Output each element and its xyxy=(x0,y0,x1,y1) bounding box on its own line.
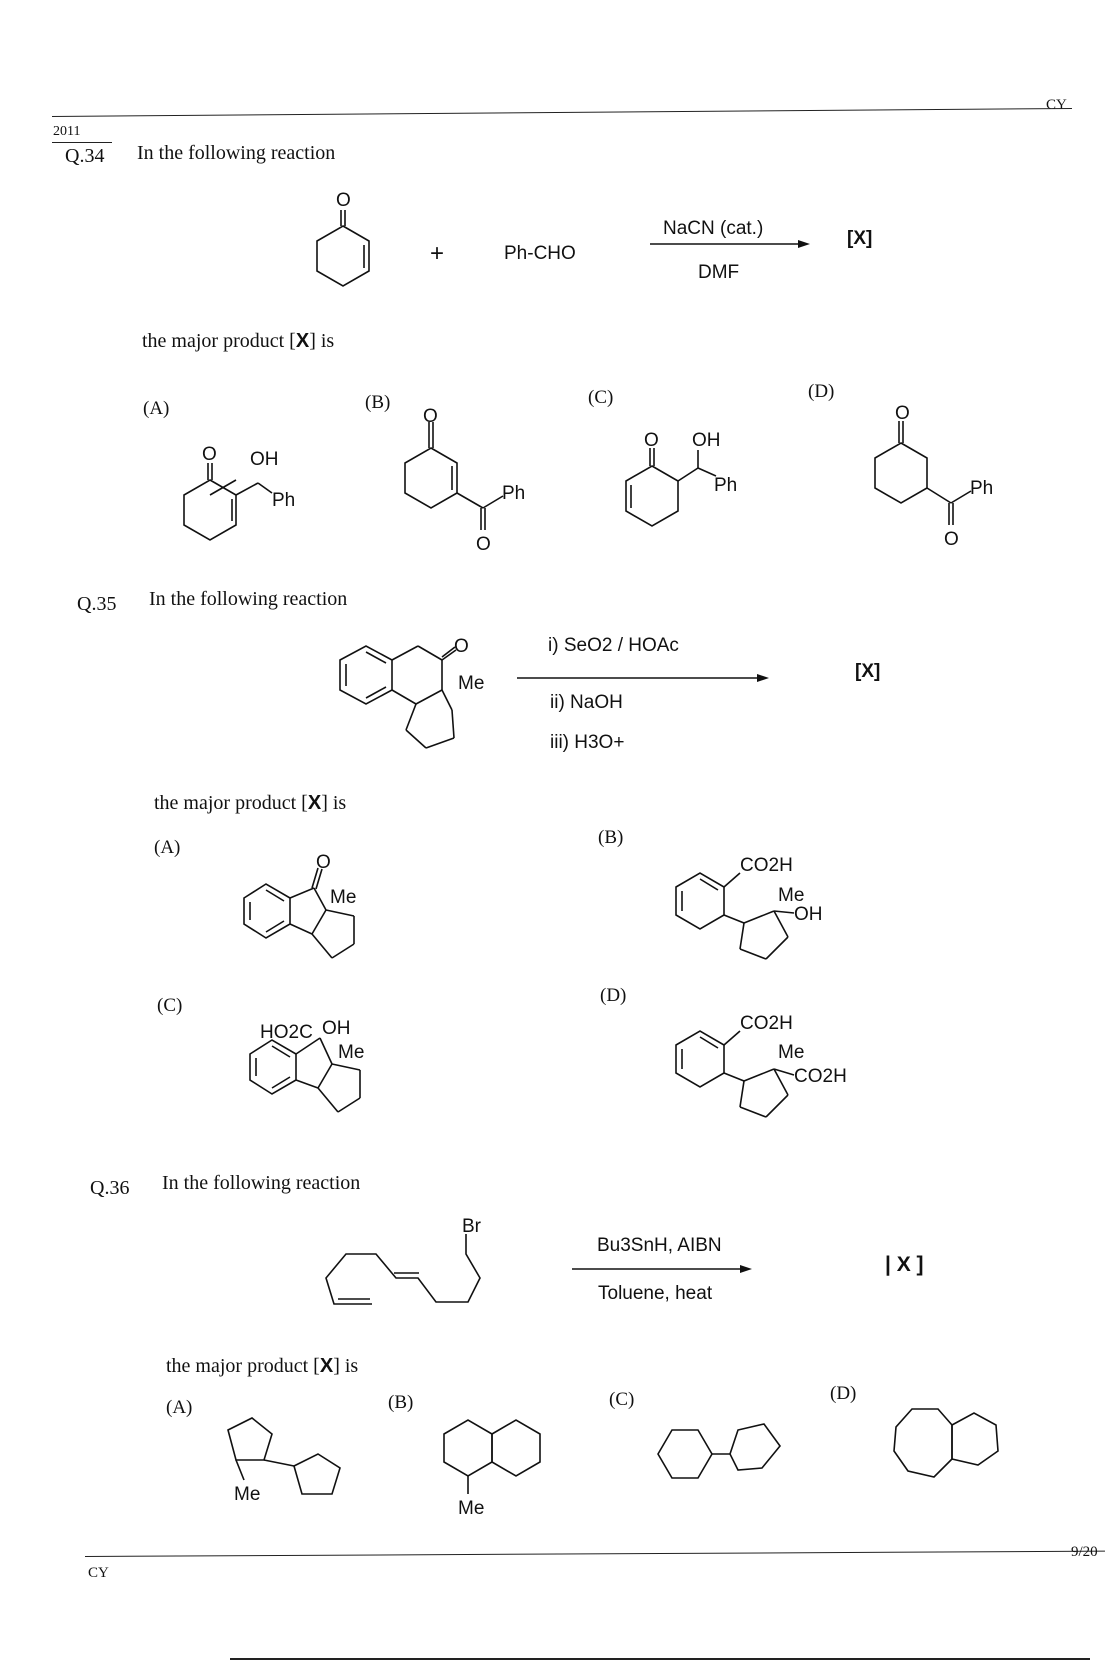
q34-product-x: [X] xyxy=(847,228,873,249)
q34-d-o-top: O xyxy=(895,403,910,424)
footer-rule xyxy=(85,1551,1105,1557)
q35-b-me: Me xyxy=(778,885,805,906)
q34-conditions-above: NaCN (cat.) xyxy=(663,218,764,239)
q34-a-o: O xyxy=(202,444,217,465)
q34-option-a-label: (A) xyxy=(143,398,170,419)
q34-substrate-cyclohexenone xyxy=(300,190,390,300)
header-subject-code: CY xyxy=(1046,97,1067,113)
q34-b-o-top: O xyxy=(423,406,438,427)
q36-substrate-br: Br xyxy=(462,1216,481,1237)
q36-option-b-structure xyxy=(440,1412,580,1522)
q35-product-x: [X] xyxy=(855,661,881,682)
q34-option-d-label: (D) xyxy=(808,381,835,402)
q35-stem-prefix: the major product [ xyxy=(154,792,308,814)
q34-option-a-structure xyxy=(180,445,320,555)
q36-stem-prefix: the major product [ xyxy=(166,1355,320,1377)
q36-product-x: | X ] xyxy=(885,1253,924,1276)
q36-stem-x: X xyxy=(319,1355,334,1377)
q36-option-d-label: (D) xyxy=(830,1383,857,1404)
q36-option-d-structure xyxy=(890,1405,1020,1505)
q36-b-me: Me xyxy=(458,1498,485,1519)
q34-substrate-o: O xyxy=(336,190,351,211)
q35-stem-suffix: ] is xyxy=(321,792,347,814)
q35-c-ho2c: HO2C xyxy=(260,1022,313,1043)
q35-option-a-label: (A) xyxy=(154,837,181,858)
q35-c-oh: OH xyxy=(322,1018,351,1039)
q34-a-ph: Ph xyxy=(272,490,296,511)
q35-c-me: Me xyxy=(338,1042,365,1063)
q34-option-c-label: (C) xyxy=(588,387,614,408)
q36-conditions-above: Bu3SnH, AIBN xyxy=(597,1235,722,1256)
q35-substrate-me: Me xyxy=(458,673,485,694)
q35-step1: i) SeO2 / HOAc xyxy=(548,635,679,656)
q35-d-co2h-right: CO2H xyxy=(794,1066,847,1087)
q36-intro: In the following reaction xyxy=(162,1172,361,1194)
q34-b-o-bottom: O xyxy=(476,534,491,555)
footer-subject-code: CY xyxy=(88,1565,109,1581)
q35-substrate-structure xyxy=(330,638,500,758)
q36-stem-suffix: ] is xyxy=(333,1355,359,1377)
q34-number: Q.34 xyxy=(65,145,105,167)
q34-option-c-structure xyxy=(620,430,760,540)
q35-option-a-structure xyxy=(240,852,390,978)
q35-option-b-structure xyxy=(670,853,870,973)
q36-substrate-structure xyxy=(326,1216,496,1320)
q35-a-me: Me xyxy=(330,887,357,908)
q35-d-me: Me xyxy=(778,1042,805,1063)
q34-a-oh: OH xyxy=(250,449,279,470)
q35-option-d-structure xyxy=(670,1011,880,1131)
q34-stem-x: X xyxy=(295,330,310,352)
q34-c-ph: Ph xyxy=(714,475,738,496)
bottom-edge-rule xyxy=(230,1658,1090,1660)
q35-reaction-arrow xyxy=(517,672,769,684)
q34-b-ph: Ph xyxy=(502,483,526,504)
q34-stem xyxy=(142,330,334,353)
q35-d-co2h-top: CO2H xyxy=(740,1013,793,1034)
q36-option-c-structure xyxy=(654,1418,804,1498)
header-rule-short xyxy=(52,142,112,143)
q35-option-d-label: (D) xyxy=(600,985,627,1006)
q35-stem-x: X xyxy=(307,792,322,814)
q35-a-o: O xyxy=(316,852,331,873)
q35-stem xyxy=(154,792,346,815)
q36-reaction-arrow xyxy=(572,1263,752,1275)
q34-d-o-bottom: O xyxy=(944,529,959,550)
q34-option-d-structure xyxy=(870,405,1020,555)
q34-option-b-structure xyxy=(395,406,545,560)
q35-substrate-o: O xyxy=(454,636,469,657)
q36-conditions-below: Toluene, heat xyxy=(598,1283,713,1304)
q34-c-oh: OH xyxy=(692,430,721,451)
q36-option-c-label: (C) xyxy=(609,1389,635,1410)
q35-option-c-structure xyxy=(246,1014,396,1134)
q35-intro: In the following reaction xyxy=(149,588,348,610)
header-year: 2011 xyxy=(53,124,81,139)
q35-step2: ii) NaOH xyxy=(550,692,623,713)
q34-intro: In the following reaction xyxy=(137,142,336,164)
q34-reagent: Ph-CHO xyxy=(504,243,576,264)
q34-reaction-arrow xyxy=(650,238,810,250)
q35-step3: iii) H3O+ xyxy=(550,732,625,753)
q35-b-co2h: CO2H xyxy=(740,855,793,876)
q35-number: Q.35 xyxy=(77,593,117,615)
q34-stem-prefix: the major product [ xyxy=(142,330,296,352)
q34-stem-suffix: ] is xyxy=(309,330,335,352)
footer-page: 9/20 xyxy=(1071,1544,1098,1560)
q35-option-b-label: (B) xyxy=(598,827,624,848)
header-rule xyxy=(52,108,1072,117)
q34-c-o: O xyxy=(644,430,659,451)
q35-option-c-label: (C) xyxy=(157,995,183,1016)
q35-b-oh: OH xyxy=(794,904,823,925)
q34-option-b-label: (B) xyxy=(365,392,391,413)
q36-stem xyxy=(166,1355,358,1378)
q36-option-a-label: (A) xyxy=(166,1397,193,1418)
q36-a-me: Me xyxy=(234,1484,261,1505)
q34-conditions-below: DMF xyxy=(698,262,740,283)
q36-number: Q.36 xyxy=(90,1177,130,1199)
q36-option-b-label: (B) xyxy=(388,1392,414,1413)
q34-plus: + xyxy=(430,240,445,267)
q36-option-a-structure xyxy=(218,1410,358,1510)
q34-d-ph: Ph xyxy=(970,478,994,499)
